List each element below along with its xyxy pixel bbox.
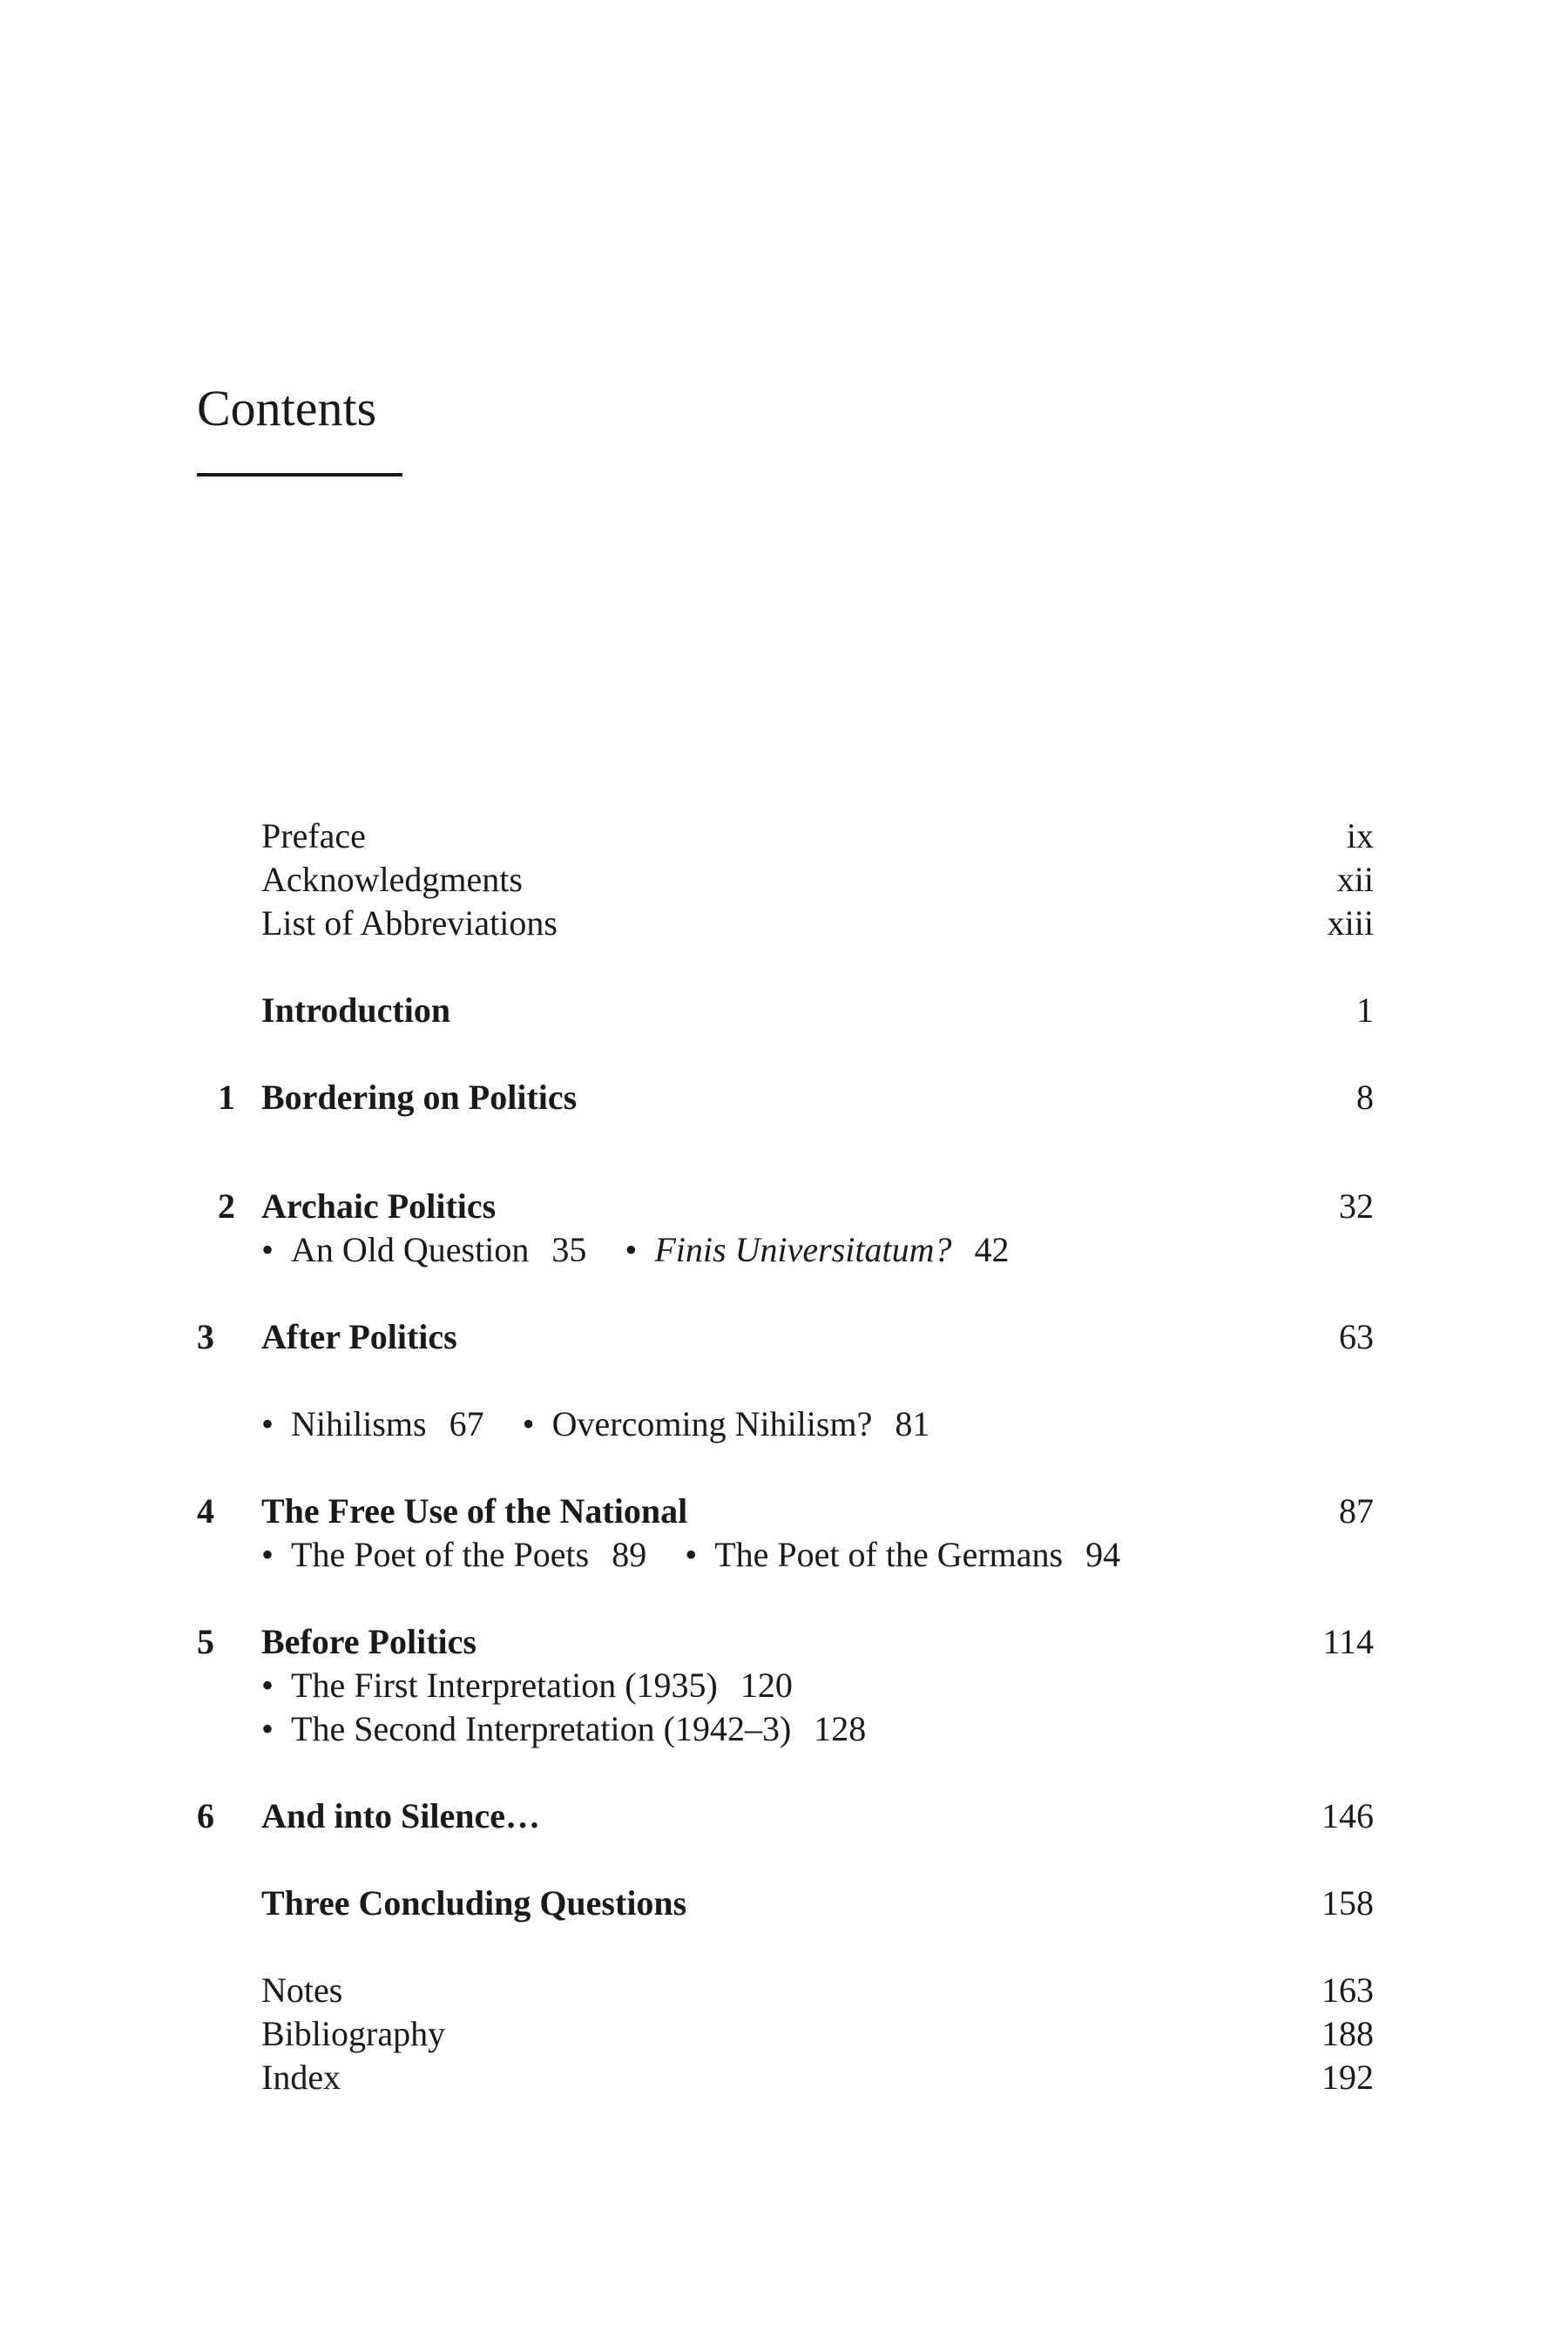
toc-chapter-2[interactable] bbox=[0, 1185, 1568, 1228]
subsection-page: 94 bbox=[1085, 1535, 1121, 1574]
toc-entry-abbreviations[interactable] bbox=[0, 902, 1568, 945]
toc-subsections bbox=[0, 1228, 1568, 1272]
toc-subsections bbox=[0, 1402, 1568, 1446]
subsection-page: 89 bbox=[612, 1535, 647, 1574]
toc-entry-notes[interactable] bbox=[0, 1969, 1568, 2012]
subsection-title: An Old Question bbox=[291, 1230, 530, 1269]
subsection-page: 120 bbox=[740, 1666, 793, 1705]
subsection-title: The Poet of the Germans bbox=[714, 1535, 1064, 1574]
entry-page: xii bbox=[1336, 860, 1374, 899]
toc-entry-introduction[interactable] bbox=[0, 989, 1568, 1032]
chapter-title: Archaic Politics bbox=[261, 1186, 497, 1226]
entry-title: List of Abbreviations bbox=[261, 903, 558, 943]
chapter-title: After Politics bbox=[261, 1317, 457, 1356]
bullet-icon: • bbox=[625, 1230, 638, 1269]
subsection-title: The Second Interpretation (1942–3) bbox=[291, 1709, 792, 1748]
bullet-icon: • bbox=[261, 1709, 274, 1748]
chapter-title: Before Politics bbox=[261, 1622, 476, 1661]
toc-subsection[interactable] bbox=[261, 1664, 793, 1707]
chapter-number: 6 bbox=[197, 1796, 214, 1835]
entry-page: 32 bbox=[1339, 1186, 1374, 1226]
entry-page: 8 bbox=[1356, 1078, 1374, 1117]
bullet-icon: • bbox=[261, 1666, 274, 1705]
bullet-icon: • bbox=[261, 1230, 274, 1269]
toc-subsection[interactable] bbox=[261, 1533, 646, 1577]
toc-entry-acknowledgments[interactable] bbox=[0, 858, 1568, 902]
toc-entry-conclusion[interactable] bbox=[0, 1882, 1568, 1925]
entry-page: 87 bbox=[1339, 1491, 1374, 1531]
toc-subsection[interactable] bbox=[261, 1402, 484, 1446]
chapter-title: Bordering on Politics bbox=[261, 1078, 578, 1117]
chapter-title: The Free Use of the National bbox=[261, 1491, 688, 1531]
bullet-icon: • bbox=[261, 1535, 274, 1574]
entry-page: 192 bbox=[1321, 2058, 1374, 2097]
subsection-page: 35 bbox=[551, 1230, 587, 1269]
subsection-page: 67 bbox=[449, 1404, 484, 1443]
bullet-icon: • bbox=[685, 1535, 698, 1574]
chapter-number: 3 bbox=[197, 1317, 214, 1356]
entry-page: 158 bbox=[1321, 1883, 1374, 1923]
entry-page: 114 bbox=[1322, 1622, 1374, 1661]
entry-title: Bibliography bbox=[261, 2014, 446, 2053]
entry-page: 188 bbox=[1321, 2014, 1374, 2053]
entry-title: Introduction bbox=[261, 990, 451, 1030]
chapter-number: 1 bbox=[218, 1078, 235, 1117]
bullet-icon: • bbox=[522, 1404, 535, 1443]
subsection-page: 42 bbox=[974, 1230, 1010, 1269]
subsection-title: Finis Universitatum? bbox=[654, 1230, 952, 1269]
subsection-page: 128 bbox=[814, 1709, 867, 1748]
toc-chapter-5[interactable] bbox=[0, 1620, 1568, 1664]
toc-chapter-3[interactable] bbox=[0, 1315, 1568, 1359]
subsection-title: Overcoming Nihilism? bbox=[551, 1404, 873, 1443]
toc-subsection[interactable] bbox=[261, 1707, 866, 1751]
entry-page: 163 bbox=[1321, 1970, 1374, 2010]
toc-chapter-6[interactable] bbox=[0, 1794, 1568, 1838]
chapter-number: 4 bbox=[197, 1491, 214, 1531]
toc-subsection[interactable] bbox=[523, 1402, 930, 1446]
subsection-title: The First Interpretation (1935) bbox=[291, 1666, 718, 1705]
toc-subsection[interactable] bbox=[625, 1228, 1009, 1272]
subsection-page: 81 bbox=[895, 1404, 930, 1443]
toc-chapter-1[interactable] bbox=[0, 1076, 1568, 1119]
entry-title: Three Concluding Questions bbox=[261, 1883, 687, 1923]
toc-subsections bbox=[0, 1664, 1568, 1707]
toc-entry-bibliography[interactable] bbox=[0, 2012, 1568, 2056]
toc-entry-index[interactable] bbox=[0, 2056, 1568, 2099]
entry-title: Index bbox=[261, 2058, 341, 2097]
entry-title: Preface bbox=[261, 816, 366, 855]
toc-subsection[interactable] bbox=[685, 1533, 1120, 1577]
subsection-title: The Poet of the Poets bbox=[291, 1535, 590, 1574]
title-underline bbox=[197, 473, 402, 476]
toc-chapter-4[interactable] bbox=[0, 1490, 1568, 1533]
toc-subsections bbox=[0, 1707, 1568, 1751]
entry-title: Acknowledgments bbox=[261, 860, 523, 899]
entry-page: xiii bbox=[1327, 903, 1374, 943]
entry-page: 146 bbox=[1321, 1796, 1374, 1835]
chapter-number: 2 bbox=[218, 1186, 235, 1226]
entry-page: ix bbox=[1346, 816, 1374, 855]
subsection-title: Nihilisms bbox=[291, 1404, 427, 1443]
toc-entry-preface[interactable] bbox=[0, 814, 1568, 858]
entry-title: Notes bbox=[261, 1970, 343, 2010]
entry-page: 63 bbox=[1339, 1317, 1374, 1356]
entry-page: 1 bbox=[1356, 990, 1374, 1030]
bullet-icon: • bbox=[261, 1404, 274, 1443]
chapter-number: 5 bbox=[197, 1622, 214, 1661]
chapter-title: And into Silence… bbox=[261, 1796, 541, 1835]
toc-subsection[interactable] bbox=[261, 1228, 586, 1272]
page-title: Contents bbox=[197, 380, 377, 436]
toc-subsections bbox=[0, 1533, 1568, 1577]
